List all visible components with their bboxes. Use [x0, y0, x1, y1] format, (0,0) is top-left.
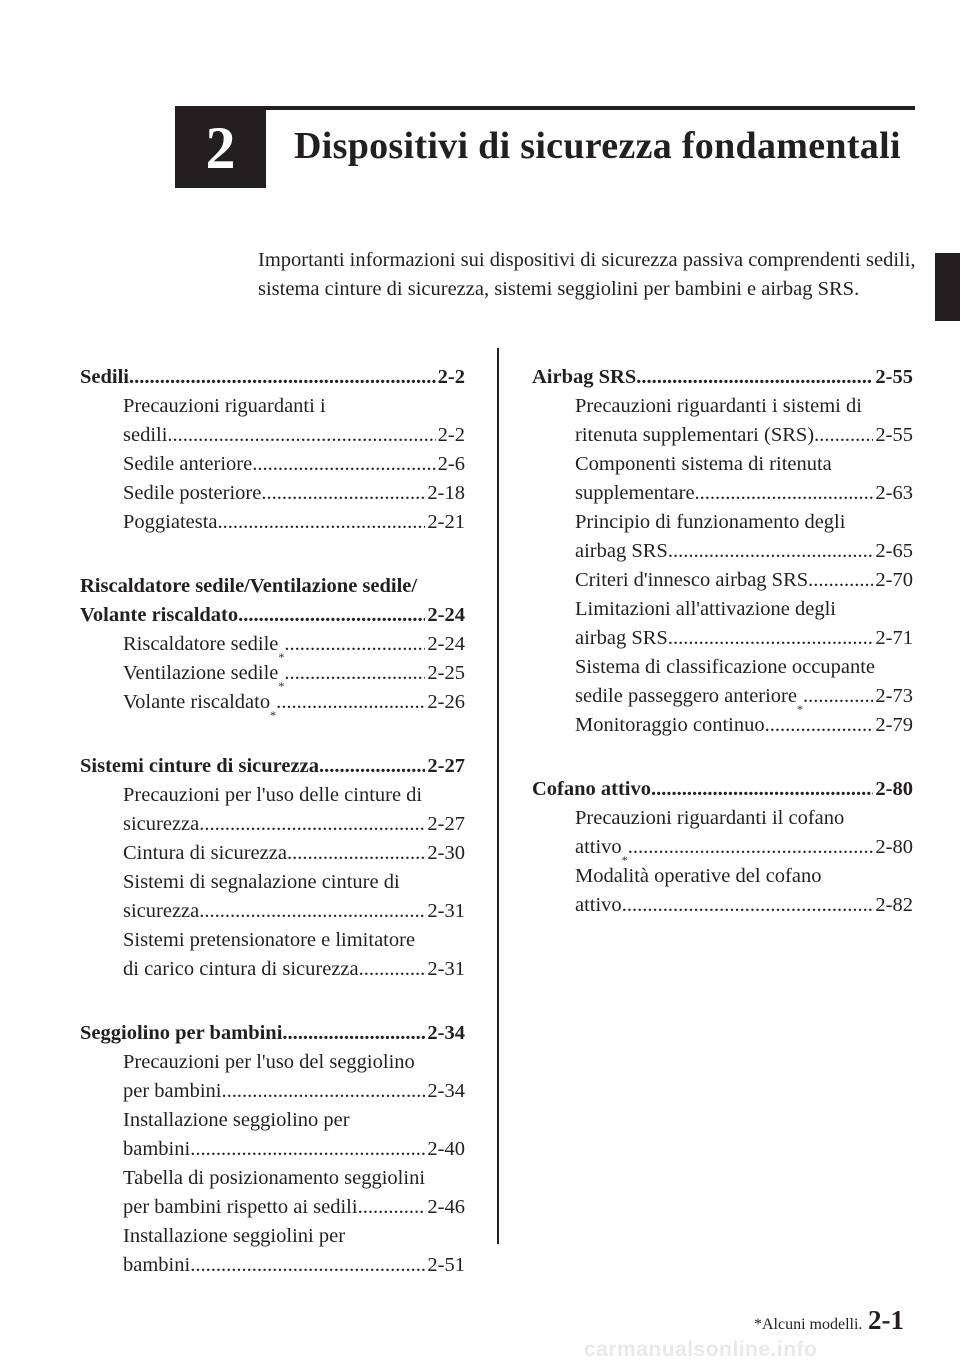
toc-entry-line[interactable]: [123, 450, 465, 479]
toc-entry-text: Precauzioni per l'uso delle cinture di: [123, 784, 423, 806]
dot-leader: [636, 363, 873, 392]
toc-section: [80, 1019, 465, 1280]
chapter-side-tab: [935, 253, 960, 321]
toc-entry-text: Sedile posteriore: [123, 482, 262, 504]
chapter-title: Dispositivi di sicurezza fondamentali: [294, 125, 901, 167]
toc-entry-text: Cintura di sicurezza: [123, 842, 287, 864]
toc-entry[interactable]: [575, 392, 913, 450]
toc-entry-text: Criteri d'innesco airbag SRS: [575, 569, 809, 591]
toc-section-title[interactable]: [80, 572, 465, 630]
dot-leader: [190, 1135, 425, 1164]
toc-section-title-line[interactable]: [80, 601, 465, 630]
toc-section-title-line[interactable]: [80, 1019, 465, 1048]
dot-leader: [238, 601, 425, 630]
dot-leader: [803, 682, 873, 711]
dot-leader: [765, 711, 874, 740]
toc-entry[interactable]: [123, 1222, 465, 1280]
toc-entry[interactable]: [123, 839, 465, 868]
toc-section-title-line[interactable]: [80, 752, 465, 781]
toc-entry[interactable]: [123, 630, 465, 664]
toc-entry-list: [80, 630, 465, 722]
chapter-number: 2: [205, 114, 236, 181]
toc-entry-line[interactable]: [123, 839, 465, 868]
dot-leader: [282, 1019, 425, 1048]
toc-page-number: 2-82: [875, 894, 913, 916]
toc-page-number: 2-46: [427, 1196, 465, 1218]
dot-leader: [808, 566, 873, 595]
toc-column-right: [532, 363, 913, 955]
toc-page-number: 2-30: [427, 842, 465, 864]
toc-page-number: 2-55: [875, 424, 913, 446]
toc-section-title-text: Volante riscaldato: [80, 604, 239, 626]
toc-page-number: 2-70: [875, 569, 913, 591]
toc-entry-text: attivo: [575, 836, 622, 858]
toc-entry-list: [532, 804, 913, 920]
toc-page-number: 2-34: [427, 1080, 465, 1102]
toc-page-number: 2-63: [875, 482, 913, 504]
toc-entry-text: Ventilazione sedile: [123, 662, 279, 684]
toc-entry-text: sicurezza: [123, 900, 200, 922]
toc-entry[interactable]: [575, 862, 913, 920]
toc-page-number: 2-24: [427, 633, 465, 655]
toc-entry-list: [80, 392, 465, 537]
toc-entry-line[interactable]: Volante riscaldato * ..... 2-26: [123, 688, 465, 717]
toc-entry[interactable]: [123, 868, 465, 926]
dot-leader: [261, 479, 425, 508]
toc-entry-list: [80, 1048, 465, 1280]
toc-page-number: 2-25: [427, 662, 465, 684]
toc-entry-text: per bambini rispetto ai sedili: [123, 1196, 358, 1218]
toc-entry-line[interactable]: [575, 566, 913, 595]
toc-entry[interactable]: [123, 688, 465, 722]
toc-entry[interactable]: [123, 479, 465, 508]
toc-entry-line[interactable]: [123, 1077, 465, 1106]
dot-leader: [284, 659, 425, 688]
toc-entry-text: Modalità operative del cofano: [575, 865, 822, 887]
toc-section-title-text: Sistemi cinture di sicurezza: [80, 755, 319, 777]
toc-entry-line[interactable]: [123, 1251, 465, 1280]
toc-entry-text: Limitazioni all'attivazione degli: [575, 598, 836, 620]
toc-entry-line[interactable]: [575, 711, 913, 740]
dot-leader: [668, 537, 874, 566]
toc-page-number: 2-21: [427, 511, 465, 533]
page-number: 2-1: [868, 1305, 904, 1335]
dot-leader: [222, 1077, 426, 1106]
toc-entry[interactable]: [575, 804, 913, 867]
dot-leader: [167, 421, 435, 450]
toc-entry[interactable]: [123, 1106, 465, 1164]
toc-entry-line[interactable]: [575, 624, 913, 653]
toc-entry[interactable]: [575, 450, 913, 508]
toc-entry[interactable]: [123, 781, 465, 839]
toc-section-title[interactable]: [80, 363, 465, 392]
toc-entry-text: attivo: [575, 894, 622, 916]
toc-page-number: 2-26: [427, 691, 465, 713]
dot-leader: [668, 624, 874, 653]
toc-entry-text: Sistemi di segnalazione cinture di: [123, 871, 400, 893]
chapter-number-box: [175, 108, 266, 188]
toc-entry[interactable]: [123, 926, 465, 984]
toc-section-title[interactable]: [80, 752, 465, 781]
toc-entry-text: Monitoraggio continuo: [575, 714, 765, 736]
toc-section-title-line[interactable]: [532, 363, 913, 392]
toc-entry-text: Precauzioni per l'uso del seggiolino: [123, 1051, 415, 1073]
toc-page-number: 2-27: [427, 755, 465, 777]
toc-column-left: [80, 363, 465, 1315]
toc-entry-line[interactable]: Ventilazione sedile * ..... 2-25: [123, 659, 465, 688]
toc-entry-text: Precauzioni riguardanti i sistemi di: [575, 395, 862, 417]
toc-section-title-line[interactable]: [532, 775, 913, 804]
toc-section-title-text: Cofano attivo: [532, 778, 652, 800]
toc-page-number: 2-79: [875, 714, 913, 736]
header-rule: [175, 106, 915, 110]
toc-entry-text: Precauzioni riguardanti il cofano: [575, 807, 845, 829]
toc-page-number: 2-2: [437, 366, 465, 388]
toc-section-title[interactable]: [80, 1019, 465, 1048]
toc-section: [532, 775, 913, 920]
toc-entry-text: sicurezza: [123, 813, 200, 835]
toc-entry[interactable]: [123, 508, 465, 537]
toc-page-number: 2-24: [427, 604, 465, 626]
toc-section-title[interactable]: [532, 775, 913, 804]
toc-page-number: 2-18: [427, 482, 465, 504]
toc-page-number: 2-73: [875, 685, 913, 707]
toc-entry[interactable]: [123, 1164, 465, 1222]
dot-leader: [622, 891, 874, 920]
toc-entry-line[interactable]: attivo * ..... 2-80: [575, 833, 913, 862]
toc-entry-text: bambini: [123, 1254, 191, 1276]
toc-entry-text: Sistema di classificazione occupante: [575, 656, 875, 678]
toc-entry-line[interactable]: [123, 508, 465, 537]
toc-entry[interactable]: [123, 659, 465, 693]
toc-entry-line[interactable]: [123, 810, 465, 839]
toc-entry-text: sedile passeggero anteriore: [575, 685, 797, 707]
toc-entry-line[interactable]: [575, 479, 913, 508]
toc-entry-line[interactable]: [123, 1135, 465, 1164]
toc-entry-text: Sistemi pretensionatore e limitatore: [123, 929, 416, 951]
toc-section: [80, 363, 465, 537]
toc-entry-line[interactable]: Riscaldatore sedile * ..... 2-24: [123, 630, 465, 659]
toc-entry-text: per bambini: [123, 1080, 222, 1102]
toc-section-title-text: Riscaldatore sedile/Ventilazione sedile/: [80, 575, 418, 597]
dot-leader: [628, 833, 874, 862]
dot-leader: [190, 1251, 425, 1280]
toc-page-number: 2-27: [427, 813, 465, 835]
toc-entry-line[interactable]: [575, 421, 913, 450]
toc-entry-list: [80, 781, 465, 984]
toc-entry-text: Precauzioni riguardanti i: [123, 395, 326, 417]
dot-leader: [358, 1193, 426, 1222]
dot-leader: [276, 688, 425, 717]
toc-entry-text: di carico cintura di sicurezza: [123, 958, 359, 980]
toc-entry-text: supplementare: [575, 482, 695, 504]
dot-leader: [199, 897, 425, 926]
toc-entry-line[interactable]: [123, 421, 465, 450]
toc-entry-list: [532, 392, 913, 740]
toc-entry-line[interactable]: [123, 1193, 465, 1222]
toc-page-number: 2-71: [875, 627, 913, 649]
dot-leader: [359, 955, 426, 984]
toc-entry-text: Tabella di posizionamento seggiolini: [123, 1167, 426, 1189]
toc-section: [532, 363, 913, 740]
toc-page-number: 2-80: [875, 778, 913, 800]
toc-entry-line[interactable]: [575, 537, 913, 566]
toc-entry[interactable]: [575, 566, 913, 595]
toc-entry-line[interactable]: [575, 891, 913, 920]
toc-entry-text: Installazione seggiolino per: [123, 1109, 350, 1131]
toc-entry-line[interactable]: [123, 955, 465, 984]
column-divider: [497, 348, 499, 1244]
dot-leader: [651, 775, 873, 804]
toc-section: [80, 572, 465, 722]
toc-section-title-text: Seggiolino per bambini: [80, 1022, 283, 1044]
toc-page-number: 2-6: [437, 453, 465, 475]
toc-entry[interactable]: [123, 392, 465, 450]
dot-leader: [284, 630, 425, 659]
toc-page-number: 2-31: [427, 958, 465, 980]
toc-page-number: 2-55: [875, 366, 913, 388]
toc-page-number: 2-40: [427, 1138, 465, 1160]
toc-section-title-text: Sedili: [80, 366, 129, 388]
toc-section-title-line[interactable]: [80, 363, 465, 392]
toc-entry-text: Componenti sistema di ritenuta: [575, 453, 832, 475]
toc-entry-text: ritenuta supplementari (SRS): [575, 424, 815, 446]
toc-entry-text: bambini: [123, 1138, 191, 1160]
toc-entry-text: Sedile anteriore: [123, 453, 253, 475]
dot-leader: [695, 479, 874, 508]
toc-page-number: 2-51: [427, 1254, 465, 1276]
toc-entry-text: sedili: [123, 424, 168, 446]
toc-entry[interactable]: [575, 711, 913, 740]
toc-page-number: 2-31: [427, 900, 465, 922]
toc-entry-text: Riscaldatore sedile: [123, 633, 279, 655]
toc-entry-line[interactable]: [123, 897, 465, 926]
toc-section-title-text: Airbag SRS: [532, 366, 637, 388]
watermark: carmanualsonline.info: [584, 1338, 818, 1361]
footnote: *Alcuni modelli.: [754, 1316, 863, 1333]
dot-leader: [218, 508, 426, 537]
toc-entry[interactable]: [575, 595, 913, 653]
toc-entry[interactable]: [575, 508, 913, 566]
dot-leader: [319, 752, 425, 781]
dot-leader: [252, 450, 435, 479]
toc-section-title[interactable]: [532, 363, 913, 392]
toc-page-number: 2-2: [437, 424, 465, 446]
toc-entry[interactable]: [123, 450, 465, 479]
toc-entry-text: Installazione seggiolini per: [123, 1225, 346, 1247]
toc-entry[interactable]: [575, 653, 913, 716]
toc-page-number: 2-34: [427, 1022, 465, 1044]
toc-entry-text: airbag SRS: [575, 627, 668, 649]
dot-leader: [287, 839, 425, 868]
toc-page-number: 2-65: [875, 540, 913, 562]
dot-leader: [129, 363, 436, 392]
chapter-intro: Importanti informazioni sui dispositivi di sicurezza passiva comprendenti sedili, sistema cinture di sicurezza, sistemi seggiolini per bambini e airbag SRS.: [258, 249, 916, 300]
toc-page-number: 2-80: [875, 836, 913, 858]
dot-leader: [199, 810, 425, 839]
toc-entry-line[interactable]: [123, 479, 465, 508]
toc-entry-line[interactable]: sedile passeggero anteriore * ..... 2-73: [575, 682, 913, 711]
toc-entry-text: Volante riscaldato: [123, 691, 271, 713]
toc-section: [80, 752, 465, 984]
dot-leader: [814, 421, 873, 450]
toc-entry[interactable]: [123, 1048, 465, 1106]
toc-entry-text: Poggiatesta: [123, 511, 218, 533]
toc-entry-text: Principio di funzionamento degli: [575, 511, 846, 533]
toc-entry-text: airbag SRS: [575, 540, 668, 562]
